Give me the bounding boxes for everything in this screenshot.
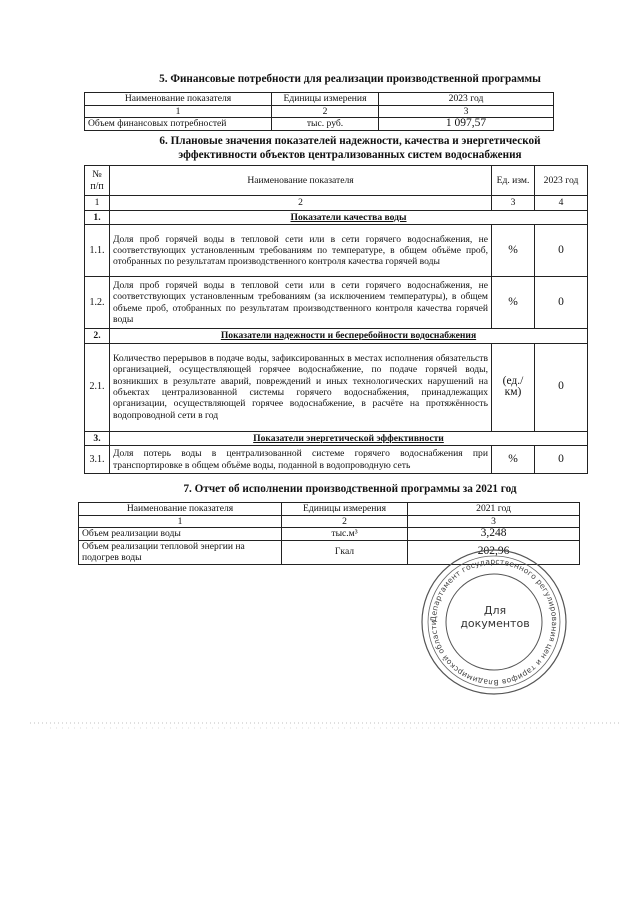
section6-title-line2: эффективности объектов централизованных систем водоснабжения (178, 149, 522, 161)
table-row (85, 277, 588, 329)
group-row (85, 210, 588, 225)
header-cell-name: Наименование показателя (110, 166, 492, 196)
row-value: 0 (535, 277, 588, 329)
row-value: 1 097,57 (379, 118, 554, 131)
row-value: 3,248 (408, 528, 580, 541)
group-title: Показатели надежности и бесперебойности водоснабжения (110, 329, 588, 344)
financial-needs-table (84, 92, 554, 131)
row-value: 0 (535, 225, 588, 277)
group-row (85, 329, 588, 344)
column-number: 3 (408, 515, 580, 528)
table-row (85, 225, 588, 277)
group-number: 1. (85, 210, 110, 225)
row-text: Количество перерывов в подаче воды, зафиксированных в местах исполнения обязательств организацией, осуществляющей горячее водоснабжение, по подаче горячей воды, возникших в результате аварий, повреждений и иных технологических нарушений на объектах централизованной системы горячего водоснабжения, принадлежащих организации, осуществляющей горячее водоснабжение, в расчёте на протяжённость водопроводной сети в год (110, 343, 492, 431)
row-value: 0 (535, 446, 588, 474)
group-row (85, 431, 588, 446)
row-text: Доля потерь воды в централизованной системе горячего водоснабжения при транспортировке в общем объёме воды, поданной в водопроводную сеть (110, 446, 492, 474)
column-number: 3 (492, 196, 535, 211)
column-number-row (79, 515, 580, 528)
indicators-table (84, 165, 588, 474)
section6-title-line1: 6. Плановые значения показателей надежности, качества и энергетической (159, 135, 541, 147)
row-value: 0 (535, 343, 588, 431)
group-number: 3. (85, 431, 110, 446)
row-text: Доля проб горячей воды в тепловой сети или в сети горячего водоснабжения, не соответствующих установленным требованиям (за исключением температуры), в общем объеме проб, отобранных по результатам производственного контроля качества горячей воды (110, 277, 492, 329)
header-cell: Единицы измерения (282, 503, 408, 516)
row-unit: Гкал (282, 540, 408, 564)
column-number: 1 (85, 196, 110, 211)
scan-artifact-line (30, 719, 620, 731)
row-unit: % (492, 225, 535, 277)
header-cell: Наименование показателя (79, 503, 282, 516)
header-cell-year: 2023 год (535, 166, 588, 196)
row-value: 202,96 (408, 540, 580, 564)
section6-title (60, 134, 640, 162)
row-text: Доля проб горячей воды в тепловой сети или в сети горячего водоснабжения, не соответствующих установленным требованиям по температуре, в общем объёме проб, отобранных по результатам производственного контроля качества горячей воды (110, 225, 492, 277)
column-number: 4 (535, 196, 588, 211)
column-number: 1 (85, 105, 272, 118)
section5-title: 5. Финансовые потребности для реализации производственной программы (159, 73, 541, 85)
table-header-row (85, 93, 554, 106)
group-number: 2. (85, 329, 110, 344)
table-header-row (79, 503, 580, 516)
table-row (85, 343, 588, 431)
stamp-center-text: Для документов (460, 604, 530, 630)
header-cell: Единицы измерения (272, 93, 379, 106)
stamp-ring-text: Департамент государственного регулирования цен и тарифов Владимирской области (428, 556, 560, 688)
row-unit: тыс.м³ (282, 528, 408, 541)
header-cell-unit: Ед. изм. (492, 166, 535, 196)
row-name: Объем финансовых потребностей (85, 118, 272, 131)
row-unit: тыс. руб. (272, 118, 379, 131)
column-number: 2 (110, 196, 492, 211)
header-cell: 2021 год (408, 503, 580, 516)
group-title: Показатели энергетической эффективности (110, 431, 588, 446)
header-cell: 2023 год (379, 93, 554, 106)
header-cell-num: № п/п (85, 166, 110, 196)
table-header-row (85, 166, 588, 196)
header-cell: Наименование показателя (85, 93, 272, 106)
table-row (85, 118, 554, 131)
row-unit: % (492, 446, 535, 474)
row-number: 1.1. (85, 225, 110, 277)
section7-title: 7. Отчет об исполнении производственной программы за 2021 год (183, 483, 517, 495)
column-number-row (85, 196, 588, 211)
row-unit: % (492, 277, 535, 329)
row-name: Объем реализации тепловой энергии на подогрев воды (79, 540, 282, 564)
row-number: 3.1. (85, 446, 110, 474)
row-number: 1.2. (85, 277, 110, 329)
row-name: Объем реализации воды (79, 528, 282, 541)
column-number: 1 (79, 515, 282, 528)
row-number: 2.1. (85, 343, 110, 431)
column-number: 3 (379, 105, 554, 118)
column-number-row (85, 105, 554, 118)
column-number: 2 (272, 105, 379, 118)
group-title: Показатели качества воды (110, 210, 588, 225)
row-unit: (ед./км) (492, 343, 535, 431)
column-number: 2 (282, 515, 408, 528)
table-row (85, 446, 588, 474)
table-row (79, 528, 580, 541)
